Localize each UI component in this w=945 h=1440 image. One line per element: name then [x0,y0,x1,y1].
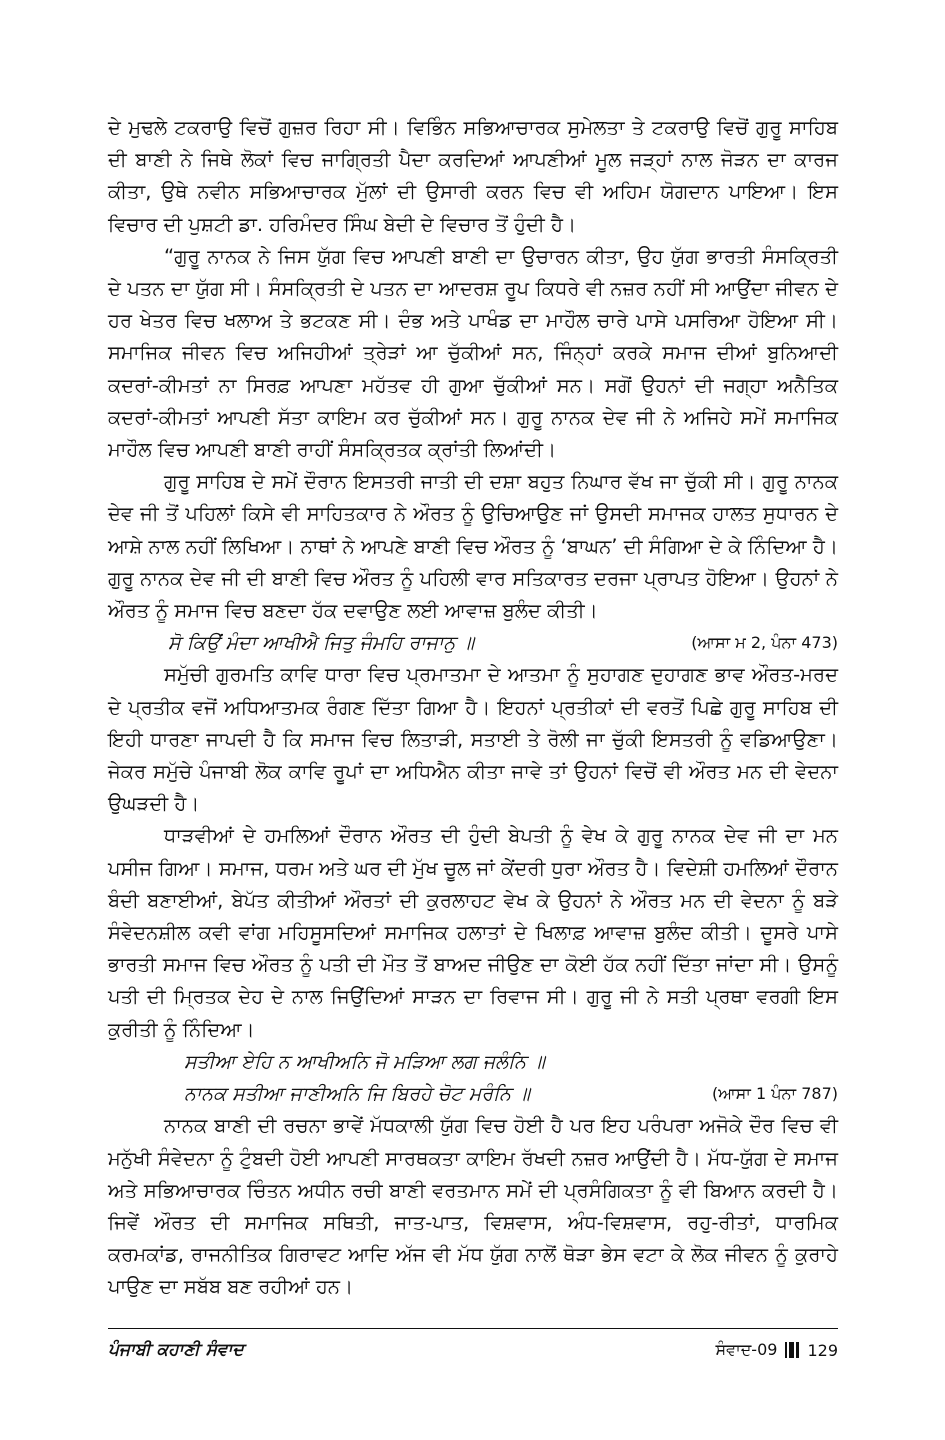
bars-ornament-icon [785,1342,799,1358]
paragraph-3: ਗੁਰੂ ਸਾਹਿਬ ਦੇ ਸਮੇਂ ਦੌਰਾਨ ਇਸਤਰੀ ਜਾਤੀ ਦੀ ਦਸ਼ਾ ਬਹੁਤ ਨਿਘਾਰ ਵੱਖ ਜਾ ਚੁੱਕੀ ਸੀ। ਗੁਰੂ ਨਾਨਕ ਦੇਵ ਜੀ ਤੋਂ ਪਹਿਲਾਂ ਕਿਸੇ ਵੀ ਸਾਹਿਤਕਾਰ ਨੇ ਔਰਤ ਨੂੰ ਉਚਿਆਉਣ ਜਾਂ ਉਸਦੀ ਸਮਾਜਕ ਹਾਲਤ ਸੁਧਾਰਨ ਦੇ ਆਸ਼ੇ ਨਾਲ ਨਹੀਂ ਲਿਖਿਆ। ਨਾਥਾਂ ਨੇ ਆਪਣੇ ਬਾਣੀ ਵਿਚ ਔਰਤ ਨੂੰ ‘ਬਾਘਨ’ ਦੀ ਸੰਗਿਆ ਦੇ ਕੇ ਨਿੰਦਿਆ ਹੈ। ਗੁਰੂ ਨਾਨਕ ਦੇਵ ਜੀ ਦੀ ਬਾਣੀ ਵਿਚ ਔਰਤ ਨੂੰ ਪਹਿਲੀ ਵਾਰ ਸਤਿਕਾਰਤ ਦਰਜਾ ਪ੍ਰਾਪਤ ਹੋਇਆ। ਉਹਨਾਂ ਨੇ ਔਰਤ ਨੂੰ ਸਮਾਜ ਵਿਚ ਬਣਦਾ ਹੱਕ ਦਵਾਉਣ ਲਈ ਆਵਾਜ਼ ਬੁਲੰਦ ਕੀਤੀ। [108,470,838,623]
quote-1-text: ਸੋ ਕਿਉਂ ਮੰਦਾ ਆਖੀਐ ਜਿਤੁ ਜੰਮਹਿ ਰਾਜਾਨੁ ॥ [168,632,475,655]
quote-2-line-2: ਨਾਨਕ ਸਤੀਆ ਜਾਣੀਅਨਿ ਜਿ ਬਿਰਹੇ ਚੋਟ ਮਰੰਨਿ ॥ [184,1083,530,1106]
paragraph-4: ਸਮੁੱਚੀ ਗੁਰਮਤਿ ਕਾਵਿ ਧਾਰਾ ਵਿਚ ਪ੍ਰਮਾਤਮਾ ਦੇ ਆਤਮਾ ਨੂੰ ਸੁਹਾਗਣ ਦੁਹਾਗਣ ਭਾਵ ਔਰਤ-ਮਰਦ ਦੇ ਪ੍ਰਤੀਕ ਵਜੋਂ ਅਧਿਆਤਮਕ ਰੰਗਣ ਦਿੱਤਾ ਗਿਆ ਹੈ। ਇਹਨਾਂ ਪ੍ਰਤੀਕਾਂ ਦੀ ਵਰਤੋਂ ਪਿਛੇ ਗੁਰੂ ਸਾਹਿਬ ਦੀ ਇਹੀ ਧਾਰਣਾ ਜਾਪਦੀ ਹੈ ਕਿ ਸਮਾਜ ਵਿਚ ਲਿਤਾੜੀ, ਸਤਾਈ ਤੇ ਰੋਲੀ ਜਾ ਚੁੱਕੀ ਇਸਤਰੀ ਨੂੰ ਵਡਿਆਉਣਾ। ਜੇਕਰ ਸਮੁੱਚੇ ਪੰਜਾਬੀ ਲੋਕ ਕਾਵਿ ਰੂਪਾਂ ਦਾ ਅਧਿਐਨ ਕੀਤਾ ਜਾਵੇ ਤਾਂ ਉਹਨਾਂ ਵਿਚੋਂ ਵੀ ਔਰਤ ਮਨ ਦੀ ਵੇਦਨਾ ਉਘੜਦੀ ਹੈ। [108,663,838,816]
paragraph-5: ਧਾੜਵੀਆਂ ਦੇ ਹਮਲਿਆਂ ਦੌਰਾਨ ਔਰਤ ਦੀ ਹੁੰਦੀ ਬੇਪਤੀ ਨੂੰ ਵੇਖ ਕੇ ਗੁਰੂ ਨਾਨਕ ਦੇਵ ਜੀ ਦਾ ਮਨ ਪਸੀਜ ਗਿਆ। ਸਮਾਜ, ਧਰਮ ਅਤੇ ਘਰ ਦੀ ਮੁੱਖ ਚੂਲ ਜਾਂ ਕੇਂਦਰੀ ਧੁਰਾ ਔਰਤ ਹੈ। ਵਿਦੇਸ਼ੀ ਹਮਲਿਆਂ ਦੌਰਾਨ ਬੰਦੀ ਬਣਾਈਆਂ, ਬੇਪੱਤ ਕੀਤੀਆਂ ਔਰਤਾਂ ਦੀ ਕੁਰਲਾਹਟ ਵੇਖ ਕੇ ਉਹਨਾਂ ਨੇ ਔਰਤ ਮਨ ਦੀ ਵੇਦਨਾ ਨੂੰ ਬੜੇ ਸੰਵੇਦਨਸ਼ੀਲ ਕਵੀ ਵਾਂਗ ਮਹਿਸੂਸਦਿਆਂ ਸਮਾਜਿਕ ਹਲਾਤਾਂ ਦੇ ਖਿਲਾਫ਼ ਆਵਾਜ਼ ਬੁਲੰਦ ਕੀਤੀ। ਦੂਸਰੇ ਪਾਸੇ ਭਾਰਤੀ ਸਮਾਜ ਵਿਚ ਔਰਤ ਨੂੰ ਪਤੀ ਦੀ ਮੌਤ ਤੋਂ ਬਾਅਦ ਜੀਉਣ ਦਾ ਕੋਈ ਹੱਕ ਨਹੀਂ ਦਿੱਤਾ ਜਾਂਦਾ ਸੀ। ਉਸਨੂੰ ਪਤੀ ਦੀ ਮ੍ਰਿਤਕ ਦੇਹ ਦੇ ਨਾਲ ਜਿਉਂਦਿਆਂ ਸਾੜਨ ਦਾ ਰਿਵਾਜ ਸੀ। ਗੁਰੂ ਜੀ ਨੇ ਸਤੀ ਪ੍ਰਥਾ ਵਰਗੀ ਇਸ ਕੁਰੀਤੀ ਨੂੰ ਨਿੰਦਿਆ। [108,824,838,1041]
paragraph-6: ਨਾਨਕ ਬਾਣੀ ਦੀ ਰਚਨਾ ਭਾਵੇਂ ਮੱਧਕਾਲੀ ਯੁੱਗ ਵਿਚ ਹੋਈ ਹੈ ਪਰ ਇਹ ਪਰੰਪਰਾ ਅਜੋਕੇ ਦੌਰ ਵਿਚ ਵੀ ਮਨੁੱਖੀ ਸੰਵੇਦਨਾ ਨੂੰ ਟੁੰਬਦੀ ਹੋਈ ਆਪਣੀ ਸਾਰਥਕਤਾ ਕਾਇਮ ਰੱਖਦੀ ਨਜ਼ਰ ਆਉਂਦੀ ਹੈ। ਮੱਧ-ਯੁੱਗ ਦੇ ਸਮਾਜ ਅਤੇ ਸਭਿਆਚਾਰਕ ਚਿੰਤਨ ਅਧੀਨ ਰਚੀ ਬਾਣੀ ਵਰਤਮਾਨ ਸਮੇਂ ਦੀ ਪ੍ਰਸੰਗਿਕਤਾ ਨੂੰ ਵੀ ਬਿਆਨ ਕਰਦੀ ਹੈ। ਜਿਵੇਂ ਔਰਤ ਦੀ ਸਮਾਜਿਕ ਸਥਿਤੀ, ਜਾਤ-ਪਾਤ, ਵਿਸ਼ਵਾਸ, ਅੰਧ-ਵਿਸ਼ਵਾਸ, ਰਹੁ-ਰੀਤਾਂ, ਧਾਰਮਿਕ ਕਰਮਕਾਂਡ, ਰਾਜਨੀਤਿਕ ਗਿਰਾਵਟ ਆਦਿ ਅੱਜ ਵੀ ਮੱਧ ਯੁੱਗ ਨਾਲੋਂ ਥੋੜਾ ਭੇਸ ਵਟਾ ਕੇ ਲੋਕ ਜੀਵਨ ਨੂੰ ਕੁਰਾਹੇ ਪਾਉਣ ਦਾ ਸਬੱਬ ਬਣ ਰਹੀਆਂ ਹਨ। [108,1114,838,1299]
gurbani-quote-2-line-1 [108,1046,838,1078]
paragraph-1: ਦੇ ਮੁਢਲੇ ਟਕਰਾਉ ਵਿਚੋਂ ਗੁਜ਼ਰ ਰਿਹਾ ਸੀ। ਵਿਭਿੰਨ ਸਭਿਆਚਾਰਕ ਸੁਮੇਲਤਾ ਤੇ ਟਕਰਾਉ ਵਿਚੋਂ ਗੁਰੂ ਸਾਹਿਬ ਦੀ ਬਾਣੀ ਨੇ ਜਿਥੇ ਲੋਕਾਂ ਵਿਚ ਜਾਗ੍ਰਿਤੀ ਪੈਦਾ ਕਰਦਿਆਂ ਆਪਣੀਆਂ ਮੂਲ ਜੜ੍ਹਾਂ ਨਾਲ ਜੋੜਨ ਦਾ ਕਾਰਜ ਕੀਤਾ, ਉਥੇ ਨਵੀਨ ਸਭਿਆਚਾਰਕ ਮੁੱਲਾਂ ਦੀ ਉਸਾਰੀ ਕਰਨ ਵਿਚ ਵੀ ਅਹਿਮ ਯੋਗਦਾਨ ਪਾਇਆ। ਇਸ ਵਿਚਾਰ ਦੀ ਪੁਸ਼ਟੀ ਡਾ. ਹਰਿਮੰਦਰ ਸਿੰਘ ਬੇਦੀ ਦੇ ਵਿਚਾਰ ਤੋਂ ਹੁੰਦੀ ਹੈ। [108,116,838,236]
footer-divider [108,1328,838,1329]
page-body [108,112,838,1304]
quote-1-reference: (ਆਸਾ ਮ 2, ਪੰਨਾ 473) [691,633,838,653]
quote-2-line-1: ਸਤੀਆ ਏਹਿ ਨ ਆਖੀਅਨਿ ਜੋ ਮੜਿਆ ਲਗ ਜਲੰਨਿ ॥ [184,1050,545,1073]
footer-page-info [715,1340,838,1360]
gurbani-quote-1 [108,627,838,659]
footer-journal-name: ਪੰਜਾਬੀ ਕਹਾਣੀ ਸੰਵਾਦ [108,1340,244,1360]
paragraph-2-quote: “ਗੁਰੂ ਨਾਨਕ ਨੇ ਜਿਸ ਯੁੱਗ ਵਿਚ ਆਪਣੀ ਬਾਣੀ ਦਾ ਉਚਾਰਨ ਕੀਤਾ, ਉਹ ਯੁੱਗ ਭਾਰਤੀ ਸੰਸਕ੍ਰਿਤੀ ਦੇ ਪਤਨ ਦਾ ਯੁੱਗ ਸੀ। ਸੰਸਕ੍ਰਿਤੀ ਦੇ ਪਤਨ ਦਾ ਆਦਰਸ਼ ਰੂਪ ਕਿਧਰੇ ਵੀ ਨਜ਼ਰ ਨਹੀਂ ਸੀ ਆਉਂਦਾ ਜੀਵਨ ਦੇ ਹਰ ਖੇਤਰ ਵਿਚ ਖਲਾਅ ਤੇ ਭਟਕਣ ਸੀ। ਦੰਭ ਅਤੇ ਪਾਖੰਡ ਦਾ ਮਾਹੌਲ ਚਾਰੇ ਪਾਸੇ ਪਸਰਿਆ ਹੋਇਆ ਸੀ। ਸਮਾਜਿਕ ਜੀਵਨ ਵਿਚ ਅਜਿਹੀਆਂ ਤ੍ਰੇੜਾਂ ਆ ਚੁੱਕੀਆਂ ਸਨ, ਜਿੰਨ੍ਹਾਂ ਕਰਕੇ ਸਮਾਜ ਦੀਆਂ ਬੁਨਿਆਦੀ ਕਦਰਾਂ-ਕੀਮਤਾਂ ਨਾ ਸਿਰਫ਼ ਆਪਣਾ ਮਹੱਤਵ ਹੀ ਗੁਆ ਚੁੱਕੀਆਂ ਸਨ। ਸਗੋਂ ਉਹਨਾਂ ਦੀ ਜਗ੍ਹਾ ਅਨੈਤਿਕ ਕਦਰਾਂ-ਕੀਮਤਾਂ ਆਪਣੀ ਸੱਤਾ ਕਾਇਮ ਕਰ ਚੁੱਕੀਆਂ ਸਨ। ਗੁਰੂ ਨਾਨਕ ਦੇਵ ਜੀ ਨੇ ਅਜਿਹੇ ਸਮੇਂ ਸਮਾਜਿਕ ਮਾਹੌਲ ਵਿਚ ਆਪਣੀ ਬਾਣੀ ਰਾਹੀਂ ਸੰਸਕ੍ਰਿਤਕ ਕ੍ਰਾਂਤੀ ਲਿਆਂਦੀ। [108,244,838,462]
quote-2-reference: (ਆਸਾ 1 ਪੰਨਾ 787) [712,1084,838,1104]
gurbani-quote-2-line-2 [108,1078,838,1110]
footer-issue: ਸੰਵਾਦ-09 [715,1340,778,1359]
page-number: 129 [807,1340,838,1360]
